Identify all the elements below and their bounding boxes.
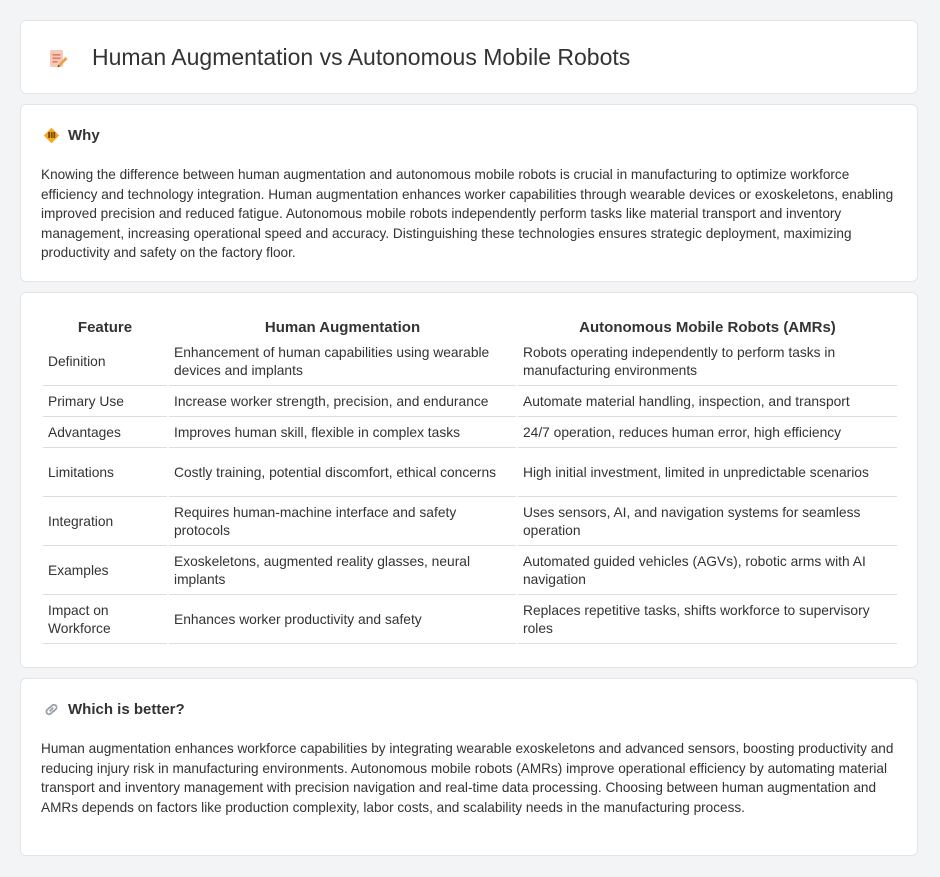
table-row xyxy=(43,499,897,546)
which-better-body: Human augmentation enhances workforce capabilities by integrating wearable exoskeletons and advanced sensors, boosting productivity and reducing injury risk in manufacturing environments. Autonomous mobile robots (AMRs) improve operational efficiency by automating material transport and inventory management with precision navigation and real-time data processing. Choosing between human augmentation and AMRs depends on factors like production complexity, labor costs, and scalability needs in the manufacturing process. xyxy=(41,741,894,815)
link-icon xyxy=(43,701,60,718)
row-human-augmentation: Enhancement of human capabilities using wearable devices and implants xyxy=(169,339,516,386)
row-amrs: Automated guided vehicles (AGVs), robotic arms with AI navigation xyxy=(518,548,897,595)
row-human-augmentation: Exoskeletons, augmented reality glasses, neural implants xyxy=(169,548,516,595)
row-human-augmentation: Enhances worker productivity and safety xyxy=(169,597,516,644)
row-feature: Examples xyxy=(43,548,167,595)
table-row xyxy=(43,450,897,497)
page-title: Human Augmentation vs Autonomous Mobile Robots xyxy=(92,44,631,70)
table-row xyxy=(43,388,897,417)
row-feature: Impact on Workforce xyxy=(43,597,167,644)
row-amrs: Replaces repetitive tasks, shifts workforce to supervisory roles xyxy=(518,597,897,644)
document-pen-icon xyxy=(47,48,69,70)
row-human-augmentation: Improves human skill, flexible in complex tasks xyxy=(169,419,516,448)
row-feature: Advantages xyxy=(43,419,167,448)
header-feature: Feature xyxy=(77,318,133,336)
table-row xyxy=(43,548,897,595)
table-row xyxy=(43,597,897,644)
row-human-augmentation: Increase worker strength, precision, and endurance xyxy=(169,388,516,417)
row-amrs: High initial investment, limited in unpredictable scenarios xyxy=(518,450,897,497)
header-amrs: Autonomous Mobile Robots (AMRs) xyxy=(579,318,836,336)
comparison-table xyxy=(41,315,899,646)
table-row xyxy=(43,419,897,448)
header-human-augmentation: Human Augmentation xyxy=(264,318,421,336)
row-feature: Primary Use xyxy=(43,388,167,417)
diamond-warning-icon xyxy=(43,127,60,144)
table-row xyxy=(43,339,897,386)
why-section xyxy=(20,104,918,282)
row-human-augmentation: Costly training, potential discomfort, ethical concerns xyxy=(169,450,516,497)
header-card xyxy=(20,20,918,94)
row-amrs: Automate material handling, inspection, and transport xyxy=(518,388,897,417)
why-heading: Why xyxy=(68,127,100,144)
row-amrs: Robots operating independently to perform tasks in manufacturing environments xyxy=(518,339,897,386)
row-feature: Integration xyxy=(43,499,167,546)
which-better-section xyxy=(20,678,918,856)
why-body: Knowing the difference between human augmentation and autonomous mobile robots is crucial in manufacturing to optimize workforce efficiency and technology integration. Human augmentation enhances worker capabilities through wearable devices or exoskeletons, enabling improved precision and reduced fatigue. Autonomous mobile robots independently perform tasks like material transport and inventory management, increasing operational speed and accuracy. Distinguishing these technologies ensures strategic deployment, maximizing productivity and safety on the factory floor. xyxy=(41,167,894,261)
row-feature: Limitations xyxy=(43,450,167,497)
comparison-section xyxy=(20,292,918,668)
row-human-augmentation: Requires human-machine interface and safety protocols xyxy=(169,499,516,546)
table-header-row xyxy=(43,317,897,337)
row-amrs: 24/7 operation, reduces human error, high efficiency xyxy=(518,419,897,448)
row-feature: Definition xyxy=(43,339,167,386)
which-better-heading: Which is better? xyxy=(68,701,185,718)
row-amrs: Uses sensors, AI, and navigation systems for seamless operation xyxy=(518,499,897,546)
